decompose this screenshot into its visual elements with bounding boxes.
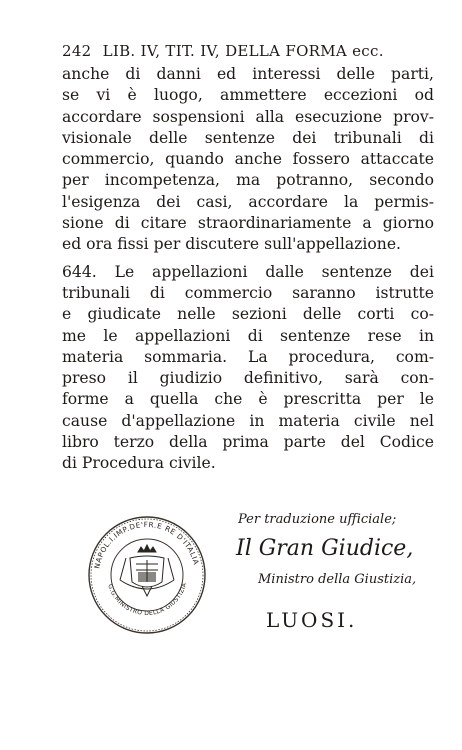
text-line: ed ora fissi per discutere sull'appellazione. [62, 235, 402, 254]
text-line: sione di citare straordinariamente a giorno [62, 214, 434, 233]
seal-outer-text: NAPOL.I.IMP.DE'FR.E RE D'ITALIA [92, 519, 201, 570]
text-line: commercio, quando anche fossero attaccate [62, 150, 434, 169]
seal-inner-text: G.G.MINISTRO DELLA GIUSTIZIA [106, 581, 189, 618]
article-644-line: me le appellazioni di sentenze rese in [62, 326, 434, 345]
article-644-line: libro terzo della prima parte del Codice [62, 433, 434, 452]
text-line: visionale delle sentenze dei tribunali di [62, 128, 434, 147]
article-644-line: materia sommaria. La procedura, com- [62, 347, 434, 366]
article-644-line: di Procedura civile. [62, 454, 216, 473]
body-text [62, 64, 434, 475]
page-number: 242 [62, 42, 92, 60]
article-644-line: e giudicate nelle sezioni delle corti co- [62, 305, 434, 324]
official-translation-note: Per traduzione ufficiale; [238, 512, 397, 527]
signer-office: Ministro della Giustizia, [258, 572, 417, 587]
text-line: se vi è luogo, ammettere eccezioni od [62, 86, 434, 105]
article-644-line: cause d'appellazione in materia civile nel [62, 411, 434, 430]
text-line: per incompetenza, ma potranno, secondo [62, 171, 434, 190]
article-644-line: preso il giudizio definitivo, sarà con- [62, 369, 434, 388]
signer-title: Il Gran Giudice, [236, 536, 414, 561]
article-644-line: tribunali di commercio saranno istrutte [62, 283, 434, 302]
running-head-title: LIB. IV, TIT. IV, DELLA FORMA ecc. [102, 42, 384, 60]
signer-name: LUOSI. [266, 608, 358, 632]
article-644-line: forme a quella che è prescritta per le [62, 390, 434, 409]
article-644-line: 644. Le appellazioni dalle sentenze dei [62, 262, 434, 281]
text-line: anche di danni ed interessi delle parti, [62, 65, 434, 83]
ministry-seal-icon [86, 514, 208, 636]
running-header [62, 42, 392, 60]
text-line: accordare sospensioni alla esecuzione prov- [62, 107, 434, 126]
text-line: l'esigenza dei casi, accordare la permis- [62, 192, 434, 211]
